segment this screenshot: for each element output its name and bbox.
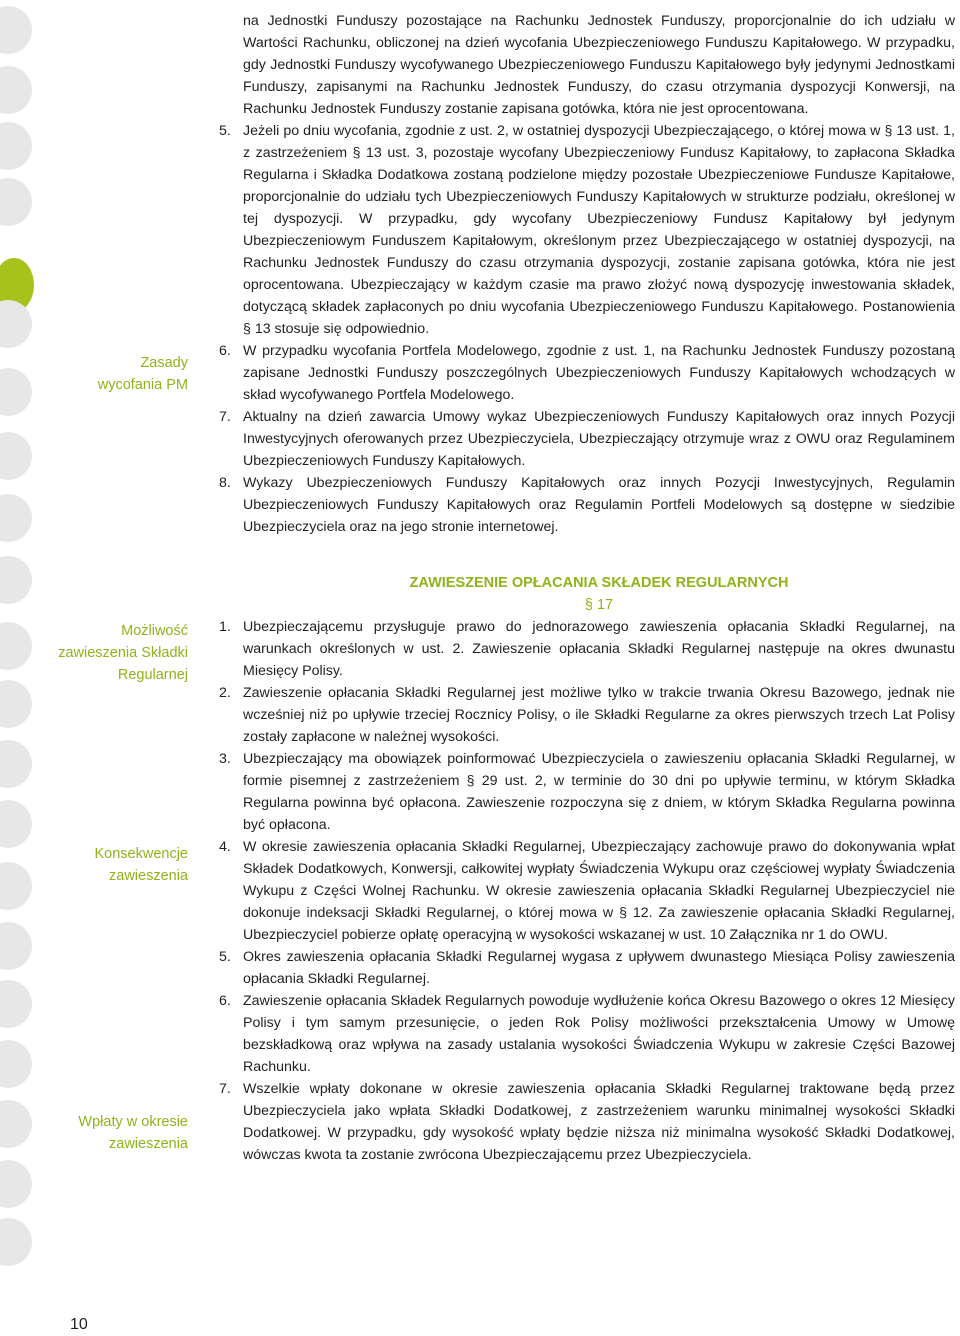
item-number: 6.: [219, 343, 231, 359]
list-item: [219, 836, 955, 946]
item-text: Wykazy Ubezpieczeniowych Funduszy Kapitałowych oraz innych Pozycji Inwestycyjnych, Regulamin Ubezpieczeniowych Funduszy Kapitałowych oraz Regulamin Portfeli Modelowych są dostępne w siedzibie Ubezpieczyciela oraz na jego stronie internetowej.: [243, 475, 955, 535]
list-item: [219, 406, 955, 472]
item-number: 8.: [219, 475, 231, 491]
item-number: 4.: [219, 839, 231, 855]
side-tab: [0, 980, 32, 1028]
item-number: 5.: [219, 949, 231, 965]
item-text: Okres zawieszenia opłacania Składki Regularnej wygasa z upływem dwunastego Miesiąca Polisy zawieszenia opłacania Składki Regularnej.: [243, 949, 955, 987]
side-tab: [0, 680, 32, 728]
item-text: Wszelkie wpłaty dokonane w okresie zawieszenia opłacania Składki Regularnej traktowane będą przez Ubezpieczyciela jako wpłata Składki Dodatkowej, z zastrzeżeniem warunku minimalnej wysokości Składki Dodatkowej. W przypadku, gdy wysokość wpłaty będzie niższa niż minimalna wysokość Składki Dodatkowej, wówczas kwota ta zostanie zwrócona Ubezpieczającemu przez Ubezpieczyciela.: [243, 1081, 955, 1163]
side-tab: [0, 66, 32, 114]
item-text: Zawieszenie opłacania Składek Regularnych powoduje wydłużenie końca Okresu Bazowego o okres 12 Miesięcy Polisy i tym samym przesunięcie, o jeden Rok Polisy możliwości przekształcenia Umowy w Umowę bezskładkową oraz wpływa na zasady ustalania wysokości Świadczenia Wykupu w zakresie Części Bazowej Rachunku.: [243, 993, 955, 1075]
list-item: [219, 946, 955, 990]
page-number: 10: [70, 1316, 88, 1333]
item-number: 3.: [219, 751, 231, 767]
side-tab: [0, 1218, 32, 1266]
list-item: [219, 120, 955, 340]
item-text: W przypadku wycofania Portfela Modelowego, zgodnie z ust. 1, na Rachunku Jednostek Funduszy pozostaną zapisane Jednostki Funduszy poszczególnych Ubezpieczeniowych Funduszy Kapitałowych wchodzących w skład wycofywanego Portfela Modelowego.: [243, 343, 955, 403]
list-item: [219, 340, 955, 406]
item-text: Aktualny na dzień zawarcia Umowy wykaz Ubezpieczeniowych Funduszy Kapitałowych oraz innych Pozycji Inwestycyjnych oferowanych przez Ubezpieczyciela, Ubezpieczający otrzymuje wraz z OWU oraz Regulaminem Ubezpieczeniowych Funduszy Kapitałowych.: [243, 409, 955, 469]
side-tab: [0, 122, 32, 170]
side-tab: [0, 622, 32, 670]
margin-note-konsekwencje-zawieszenia: Konsekwencje zawieszenia: [94, 846, 188, 884]
section-paragraph-number: § 17: [584, 597, 614, 613]
side-tab: [0, 862, 32, 910]
item-number: 1.: [219, 619, 231, 635]
side-tab: [0, 368, 32, 416]
margin-note-wplaty-w-okresie: Wpłaty w okresie zawieszenia: [78, 1114, 188, 1152]
list-item: [219, 682, 955, 748]
item-number: 2.: [219, 685, 231, 701]
list-item: [219, 616, 955, 682]
item-text: Ubezpieczający ma obowiązek poinformować Ubezpieczyciela o zawieszeniu opłacania Składki Regularnej, w formie pisemnej z zastrzeżeniem § 29 ust. 2, w terminie do 30 dni po upływie terminu, w którym Składka Regularna powinna być opłacona. Zawieszenie rozpoczyna się z dniem, w którym Składka Regularna powinna być opłacona.: [243, 751, 955, 833]
main-text-column: [219, 10, 955, 1166]
side-tab: [0, 800, 32, 848]
list-item: [219, 472, 955, 538]
top-items-list: [219, 120, 955, 538]
side-tab: [0, 556, 32, 604]
item-text: Jeżeli po dniu wycofania, zgodnie z ust. 2, w ostatniej dyspozycji Ubezpieczającego, o której mowa w § 13 ust. 1, z zastrzeżeniem § 13 ust. 3, pozostaje wycofany Ubezpieczeniowy Fundusz Kapitałowy, to zapłacona Składka Regularna i Składka Dodatkowa zostaną podzielone między pozostałe Ubezpieczeniowe Fundusze Kapitałowe, proporcjonalnie do udziału tych Ubezpieczeniowych Funduszy Kapitałowych w strukturze podziału, określonej w tej dyspozycji. W przypadku, gdy wycofany Ubezpieczeniowy Fundusz Kapitałowy był jedynym Ubezpieczeniowym Funduszem Kapitałowym, określonym przez Ubezpieczającego w ostatniej dyspozycji, na Rachunku Jednostek Funduszy do czasu otrzymania dyspozycji, zostanie zapisana gotówka, która nie jest oprocentowana. Ubezpieczający w każdym czasie ma prawo złożyć nową dyspozycję inwestowania składek, dotyczącą składek zapłaconych po dniu wycofania Ubezpieczeniowego Funduszu Kapitałowego. Postanowienia § 13 stosuje się odpowiednio.: [243, 123, 955, 337]
item-number: 7.: [219, 1081, 231, 1097]
item-number: 6.: [219, 993, 231, 1009]
section-title: ZAWIESZENIE OPŁACANIA SKŁADEK REGULARNYCH: [409, 575, 789, 591]
item-text: W okresie zawieszenia opłacania Składki Regularnej, Ubezpieczający zachowuje prawo do dokonywania wpłat Składek Dodatkowych, Konwersji, całkowitej wypłaty Świadczenia Wykupu oraz częściowej wypłaty Świadczenia Wykupu z Części Wolnej Rachunku. W okresie zawieszenia opłacania Składki Regularnej Ubezpieczyciel nie dokonuje indeksacji Składki Regularnej, o której mowa w § 12. Za zawieszenie opłacania Składki Regularnej, Ubezpieczyciel pobierze opłatę operacyjną w wysokości wskazanej w ust. 10 Załącznika nr 1 do OWU.: [243, 839, 955, 943]
side-tab: [0, 922, 32, 970]
side-tab: [0, 178, 32, 226]
side-tab: [0, 1040, 32, 1088]
side-tab: [0, 740, 32, 788]
side-tab: [0, 6, 32, 54]
margin-note-mozliwosc-zawieszenia: Możliwość zawieszenia Składki Regularnej: [58, 623, 188, 683]
side-tab: [0, 300, 32, 348]
list-item: [219, 990, 955, 1078]
margin-note-zasady-wycofania: Zasady wycofania PM: [97, 355, 188, 393]
section-17-items-list: [219, 616, 955, 1166]
item-text: Ubezpieczającemu przysługuje prawo do jednorazowego zawieszenia opłacania Składki Regularnej, na warunkach określonych w ust. 2. Zawieszenie opłacania Składki Regularnej następuje na okres dwunastu Miesięcy Polisy.: [243, 619, 955, 679]
item-number: 5.: [219, 123, 231, 139]
side-tab: [0, 432, 32, 480]
list-item: [219, 1078, 955, 1166]
side-tabs-decoration: [0, 0, 40, 1300]
side-tab: [0, 1160, 32, 1208]
side-tab: [0, 1100, 32, 1148]
item-number: 7.: [219, 409, 231, 425]
continuation-paragraph: na Jednostki Funduszy pozostające na Rachunku Jednostek Funduszy, proporcjonalnie do ich udziału w Wartości Rachunku, obliczonej na dzień wycofania Ubezpieczeniowego Funduszu Kapitałowego. W przypadku, gdy Jednostki Funduszy wycofywanego Ubezpieczeniowego Funduszu Kapitałowego były jedynymi Jednostkami Funduszy, zapisanymi na Rachunku Jednostek Funduszy, do czasu otrzymania dyspozycji Konwersji, na Rachunku Jednostek Funduszy zostanie zapisana gotówka, która nie jest oprocentowana.: [243, 13, 955, 117]
item-text: Zawieszenie opłacania Składki Regularnej jest możliwe tylko w trakcie trwania Okresu Bazowego, jednak nie wcześniej niż po upływie trzeciej Rocznicy Polisy, o ile Składki Regularne za okres pierwszych trzech Lat Polisy zostały zapłacone w należnej wysokości.: [243, 685, 955, 745]
list-item: [219, 748, 955, 836]
side-tab: [0, 494, 32, 542]
